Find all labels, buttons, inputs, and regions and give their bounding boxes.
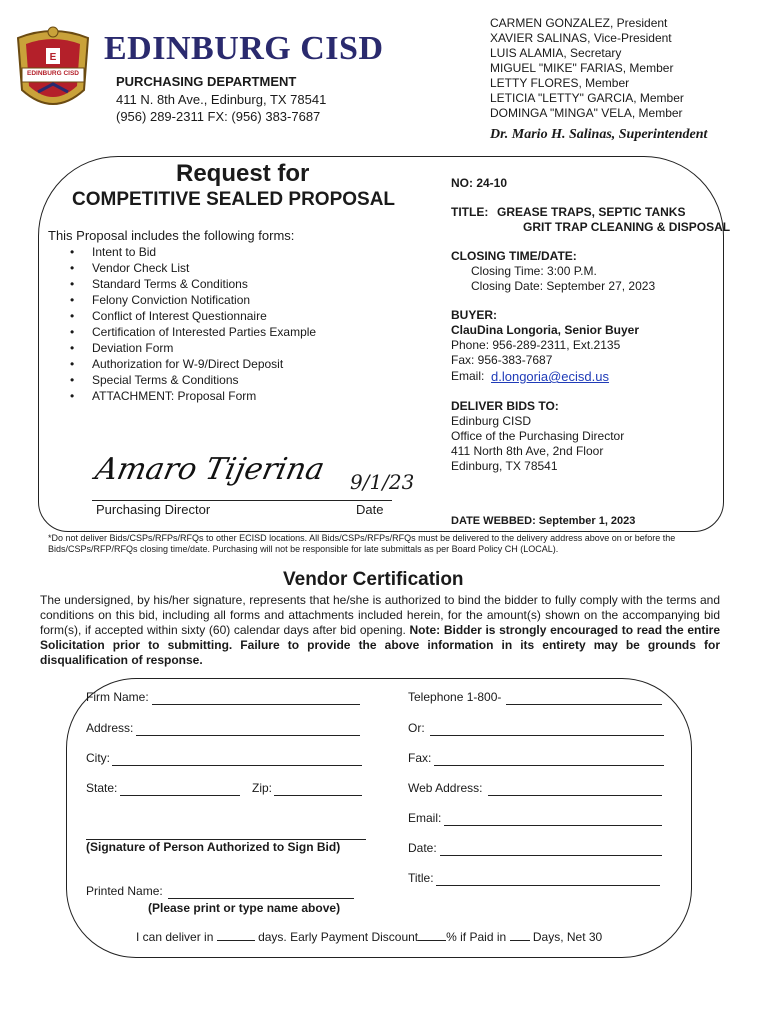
forms-list: [48, 244, 316, 404]
telephone-field[interactable]: [506, 704, 662, 705]
delivery-note: *Do not deliver Bids/CSPs/RFPs/RFQs to other ECISD locations. All Bids/CSPs/RFPs/RFQs must be delivered to the delivery address above on or before the Bids/CSPs/RFP/RFQs closing time/date. Purchasing will not be responsible for late submittals as per Board Policy CH (LOCAL).: [48, 533, 676, 554]
forms-list-item: • Standard Terms & Conditions: [48, 276, 316, 292]
title-field[interactable]: [436, 885, 660, 886]
board-members: [490, 16, 684, 121]
closing-time: Closing Time: 3:00 P.M.: [471, 264, 597, 278]
certification-statement: The undersigned, by his/her signature, represents that he/she is authorized to bind the bidder to fully comply with the terms and conditions on this bid, including all forms and attachments included herein, for the amount(s) shown on the accompanying bid form(s), if accepted within sixty (60) calendar days after bid opening.: [40, 593, 720, 637]
vendor-certification-heading: Vendor Certification: [283, 569, 464, 590]
board-member: CARMEN GONZALEZ, President: [490, 16, 668, 30]
org-name: EDINBURG CISD: [104, 30, 384, 67]
or-label: Or:: [408, 721, 425, 735]
deliver-line: 411 North 8th Ave, 2nd Floor: [451, 444, 604, 458]
board-member: DOMINGA "MINGA" VELA, Member: [490, 106, 683, 120]
deliver-days-field[interactable]: [217, 940, 255, 941]
fax-label: Fax:: [408, 751, 432, 765]
print-note: (Please print or type name above): [148, 901, 341, 915]
signature-label: (Signature of Person Authorized to Sign Bid): [86, 840, 341, 854]
department-name: PURCHASING DEPARTMENT: [116, 74, 297, 89]
buyer-heading: BUYER:: [451, 308, 498, 322]
closing-date: Closing Date: September 27, 2023: [471, 279, 656, 293]
alt-phone-field[interactable]: [430, 735, 664, 736]
buyer-phone: Phone: 956-289-2311, Ext.2135: [451, 338, 621, 352]
zip-label: Zip:: [252, 781, 273, 795]
date-field-label: Date:: [408, 841, 437, 855]
deliver-line: Edinburg, TX 78541: [451, 459, 558, 473]
email-label: Email:: [408, 811, 442, 825]
signature-line: [92, 500, 392, 501]
purchasing-director-label: Purchasing Director: [96, 502, 211, 517]
closing-heading: CLOSING TIME/DATE:: [451, 249, 577, 263]
web-address-label: Web Address:: [408, 781, 483, 795]
buyer-name: ClauDina Longoria, Senior Buyer: [451, 323, 640, 337]
board-member: XAVIER SALINAS, Vice-President: [490, 31, 672, 45]
deliver-line: Office of the Purchasing Director: [451, 429, 625, 443]
forms-list-item: • Deviation Form: [48, 340, 316, 356]
fax-field[interactable]: [434, 765, 664, 766]
board-member: LUIS ALAMIA, Secretary: [490, 46, 622, 60]
forms-list-item: • Intent to Bid: [48, 244, 316, 260]
forms-list-item: • ATTACHMENT: Proposal Form: [48, 388, 316, 404]
district-address: 411 N. 8th Ave., Edinburg, TX 78541: [116, 92, 327, 107]
director-signature: Amaro Tijerina: [92, 452, 328, 487]
printed-name-field[interactable]: [168, 898, 354, 899]
svg-text:E: E: [49, 52, 57, 63]
rfp-subtitle: COMPETITIVE SEALED PROPOSAL: [72, 189, 396, 210]
zip-field[interactable]: [274, 795, 362, 796]
firm-name-field[interactable]: [152, 704, 360, 705]
date-label: Date: [356, 502, 384, 517]
deliver-line: Edinburg CISD: [451, 414, 532, 428]
forms-intro: This Proposal includes the following forms:: [48, 228, 295, 243]
email-field[interactable]: [444, 825, 662, 826]
delivery-terms: [136, 930, 602, 944]
forms-list-item: • Felony Conviction Notification: [48, 292, 316, 308]
firm-name-label: Firm Name:: [86, 690, 149, 704]
forms-list-item: • Conflict of Interest Questionnaire: [48, 308, 316, 324]
forms-list-item: • Certification of Interested Parties Example: [48, 324, 316, 340]
discount-field[interactable]: [418, 940, 446, 941]
web-address-field[interactable]: [488, 795, 662, 796]
early-payment-label: days. Early Payment Discount: [258, 930, 419, 944]
telephone-label: Telephone 1-800-: [408, 690, 502, 704]
board-member: LETTY FLORES, Member: [490, 76, 630, 90]
superintendent: Dr. Mario H. Salinas, Superintendent: [490, 127, 708, 142]
net-terms-label: Days, Net 30: [532, 930, 603, 944]
rfp-title: Request for: [176, 160, 310, 187]
city-label: City:: [86, 751, 110, 765]
address-label: Address:: [86, 721, 134, 735]
forms-list-item: • Vendor Check List: [48, 260, 316, 276]
deliver-heading: DELIVER BIDS TO:: [451, 399, 559, 413]
forms-list-item: • Authorization for W-9/Direct Deposit: [48, 356, 316, 372]
address-field[interactable]: [136, 735, 360, 736]
state-field[interactable]: [120, 795, 240, 796]
state-label: State:: [86, 781, 118, 795]
deliver-in-label: I can deliver in: [136, 930, 214, 944]
proposal-title-line1: GREASE TRAPS, SEPTIC TANKS: [497, 205, 686, 219]
district-logo: [10, 20, 96, 120]
proposal-title-line2: GRIT TRAP CLEANING & DISPOSAL: [523, 220, 731, 234]
buyer-fax: Fax: 956-383-7687: [451, 353, 553, 367]
buyer-email-label: Email:: [451, 369, 485, 383]
title-label: TITLE:: [451, 205, 489, 219]
date-field[interactable]: [440, 855, 662, 856]
certification-note: Note: Bidder is strongly encouraged to read the entire Solicitation prior to submitting. Failure to provide the above information in its entirety may be grounds for disqualification of response.: [40, 623, 720, 667]
proposal-number: NO: 24-10: [451, 176, 508, 190]
title-field-label: Title:: [408, 871, 434, 885]
forms-list-item: • Special Terms & Conditions: [48, 372, 316, 388]
date-webbed: DATE WEBBED: September 1, 2023: [451, 515, 636, 527]
vendor-form-box: [66, 678, 692, 958]
board-member: LETICIA "LETTY" GARCIA, Member: [490, 91, 684, 105]
printed-name-label: Printed Name:: [86, 884, 163, 898]
board-member: MIGUEL "MIKE" FARIAS, Member: [490, 61, 674, 75]
buyer-email-link[interactable]: d.longoria@ecisd.us: [491, 369, 609, 384]
signature-date: 9/1/23: [350, 470, 415, 494]
logo-text: EDINBURG CISD: [26, 70, 79, 77]
paid-days-field[interactable]: [510, 940, 530, 941]
paid-in-label: % if Paid in: [446, 930, 507, 944]
vendor-certification-text: [40, 593, 720, 668]
district-phone-fax: (956) 289-2311 FX: (956) 383-7687: [116, 109, 321, 124]
city-field[interactable]: [112, 765, 362, 766]
